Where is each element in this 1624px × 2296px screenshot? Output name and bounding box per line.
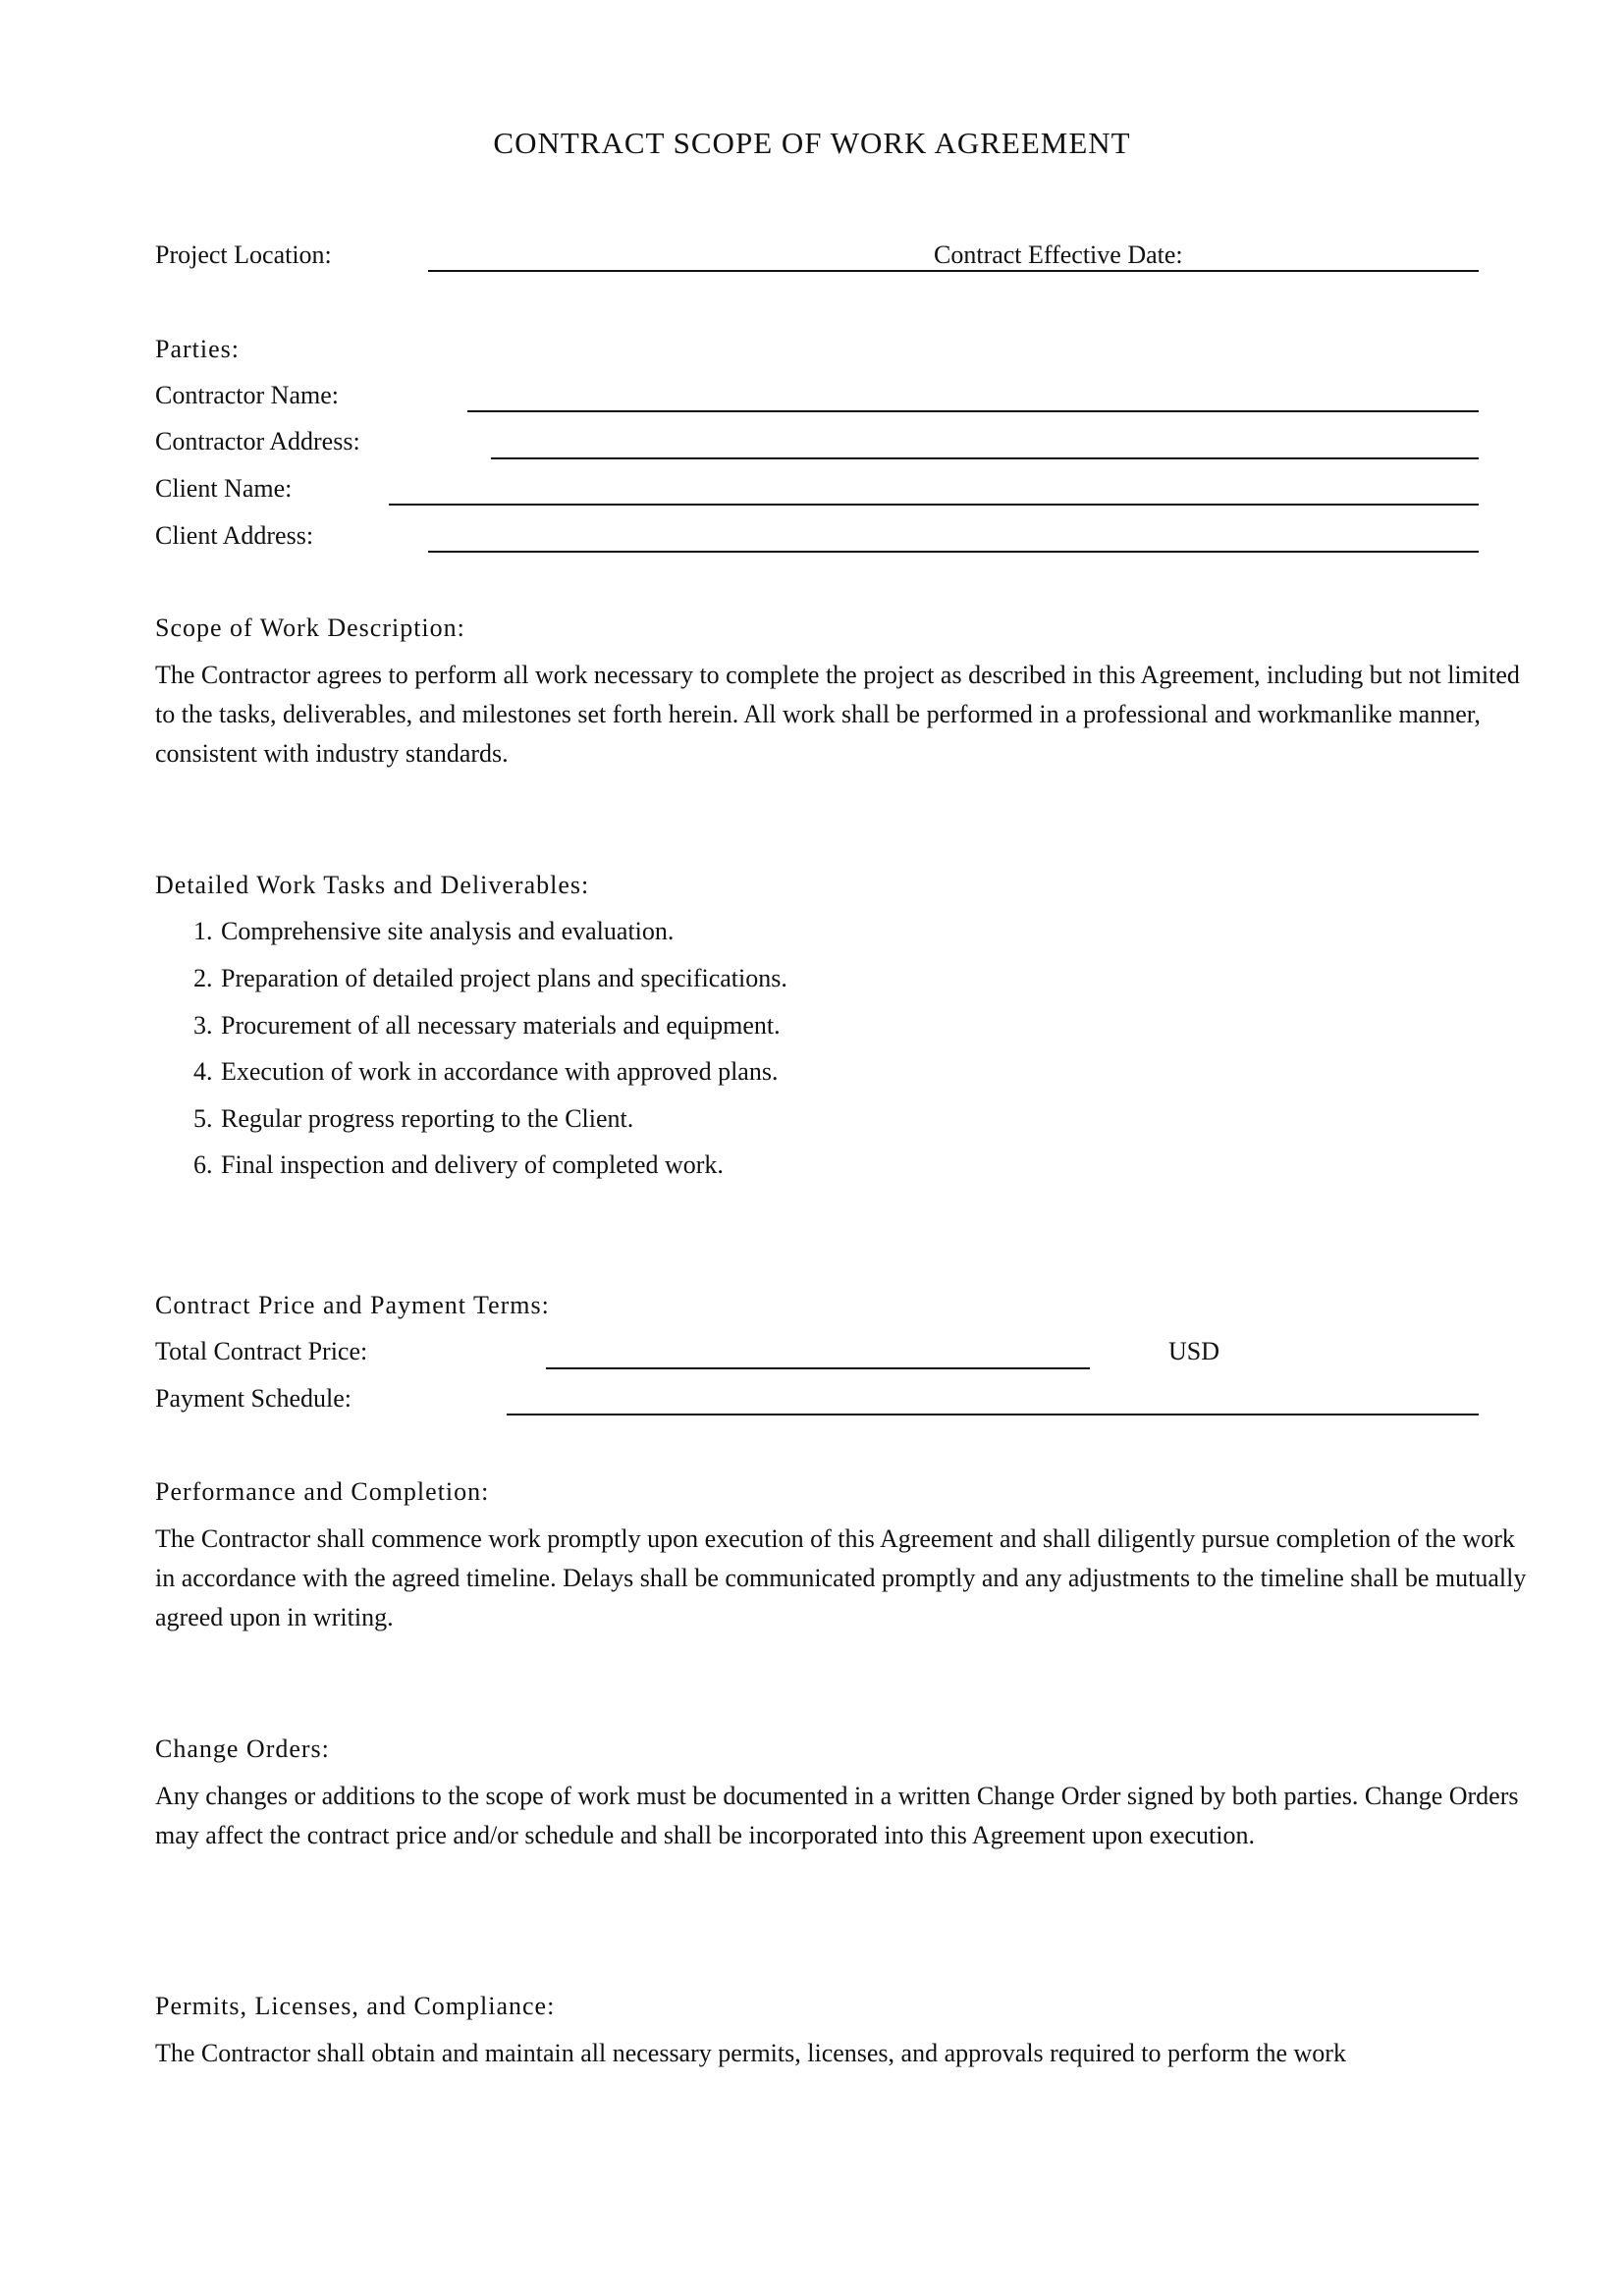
payment-schedule-label: Payment Schedule:	[155, 1384, 352, 1413]
list-item-number: 3.	[193, 1011, 213, 1040]
list-item-number: 5.	[193, 1104, 213, 1133]
list-item	[193, 915, 674, 948]
list-item	[193, 1055, 778, 1089]
list-item-number: 2.	[193, 964, 213, 992]
list-item-text: Execution of work in accordance with approved plans.	[221, 1057, 779, 1086]
total-price-label: Total Contract Price:	[155, 1337, 368, 1365]
contractor-name-line[interactable]	[467, 410, 1479, 412]
list-item	[193, 1102, 633, 1136]
list-item-text: Preparation of detailed project plans and specifications.	[221, 964, 787, 992]
client-address-line[interactable]	[428, 551, 1479, 553]
list-item	[193, 962, 787, 995]
parties-heading: Parties:	[155, 335, 240, 363]
list-item-text: Final inspection and delivery of completed work.	[221, 1150, 724, 1179]
project-location-label: Project Location:	[155, 240, 332, 269]
client-name-line[interactable]	[389, 504, 1479, 506]
project-location-line[interactable]	[428, 270, 929, 272]
change-orders-heading: Change Orders:	[155, 1735, 330, 1763]
performance-heading: Performance and Completion:	[155, 1477, 490, 1506]
contractor-address-line[interactable]	[491, 457, 1479, 459]
list-item-number: 6.	[193, 1150, 213, 1179]
currency-label: USD	[1168, 1337, 1220, 1365]
scope-heading: Scope of Work Description:	[155, 614, 465, 642]
list-item-text: Regular progress reporting to the Client.	[221, 1104, 634, 1133]
client-address-label: Client Address:	[155, 521, 314, 550]
list-item	[193, 1148, 724, 1182]
tasks-heading: Detailed Work Tasks and Deliverables:	[155, 871, 590, 899]
permits-heading: Permits, Licenses, and Compliance:	[155, 1992, 556, 2020]
contractor-address-label: Contractor Address:	[155, 427, 360, 455]
performance-paragraph: The Contractor shall commence work promptly upon execution of this Agreement and shall diligently pursue completion of the work in accordance with the agreed timeline. Delays shall be communicated promptly and any adjustments to the timeline shall be mutually agreed upon in writing.	[155, 1524, 1527, 1631]
list-item-number: 1.	[193, 917, 213, 945]
list-item-text: Comprehensive site analysis and evaluation.	[221, 917, 675, 945]
contractor-name-label: Contractor Name:	[155, 381, 339, 409]
effective-date-line[interactable]	[929, 270, 1479, 272]
payment-heading: Contract Price and Payment Terms:	[155, 1291, 550, 1319]
total-price-line[interactable]	[546, 1367, 1090, 1369]
change-orders-paragraph: Any changes or additions to the scope of work must be documented in a written Change Order signed by both parties. Change Orders may affect the contract price and/or schedule and shall be incorporated into this Agreement upon execution.	[155, 1782, 1519, 1849]
list-item	[193, 1009, 781, 1042]
client-name-label: Client Name:	[155, 474, 293, 503]
effective-date-label: Contract Effective Date:	[934, 240, 1183, 269]
document-title: CONTRACT SCOPE OF WORK AGREEMENT	[493, 126, 1131, 160]
permits-paragraph: The Contractor shall obtain and maintain all necessary permits, licenses, and approvals required to perform the work	[155, 2039, 1346, 2067]
scope-paragraph: The Contractor agrees to perform all work necessary to complete the project as described in this Agreement, including but not limited to the tasks, deliverables, and milestones set forth herein. All work shall be performed in a professional and workmanlike manner, consistent with industry standards.	[155, 661, 1520, 768]
list-item-text: Procurement of all necessary materials and equipment.	[221, 1011, 781, 1040]
list-item-number: 4.	[193, 1057, 213, 1086]
payment-schedule-line[interactable]	[507, 1414, 1479, 1415]
